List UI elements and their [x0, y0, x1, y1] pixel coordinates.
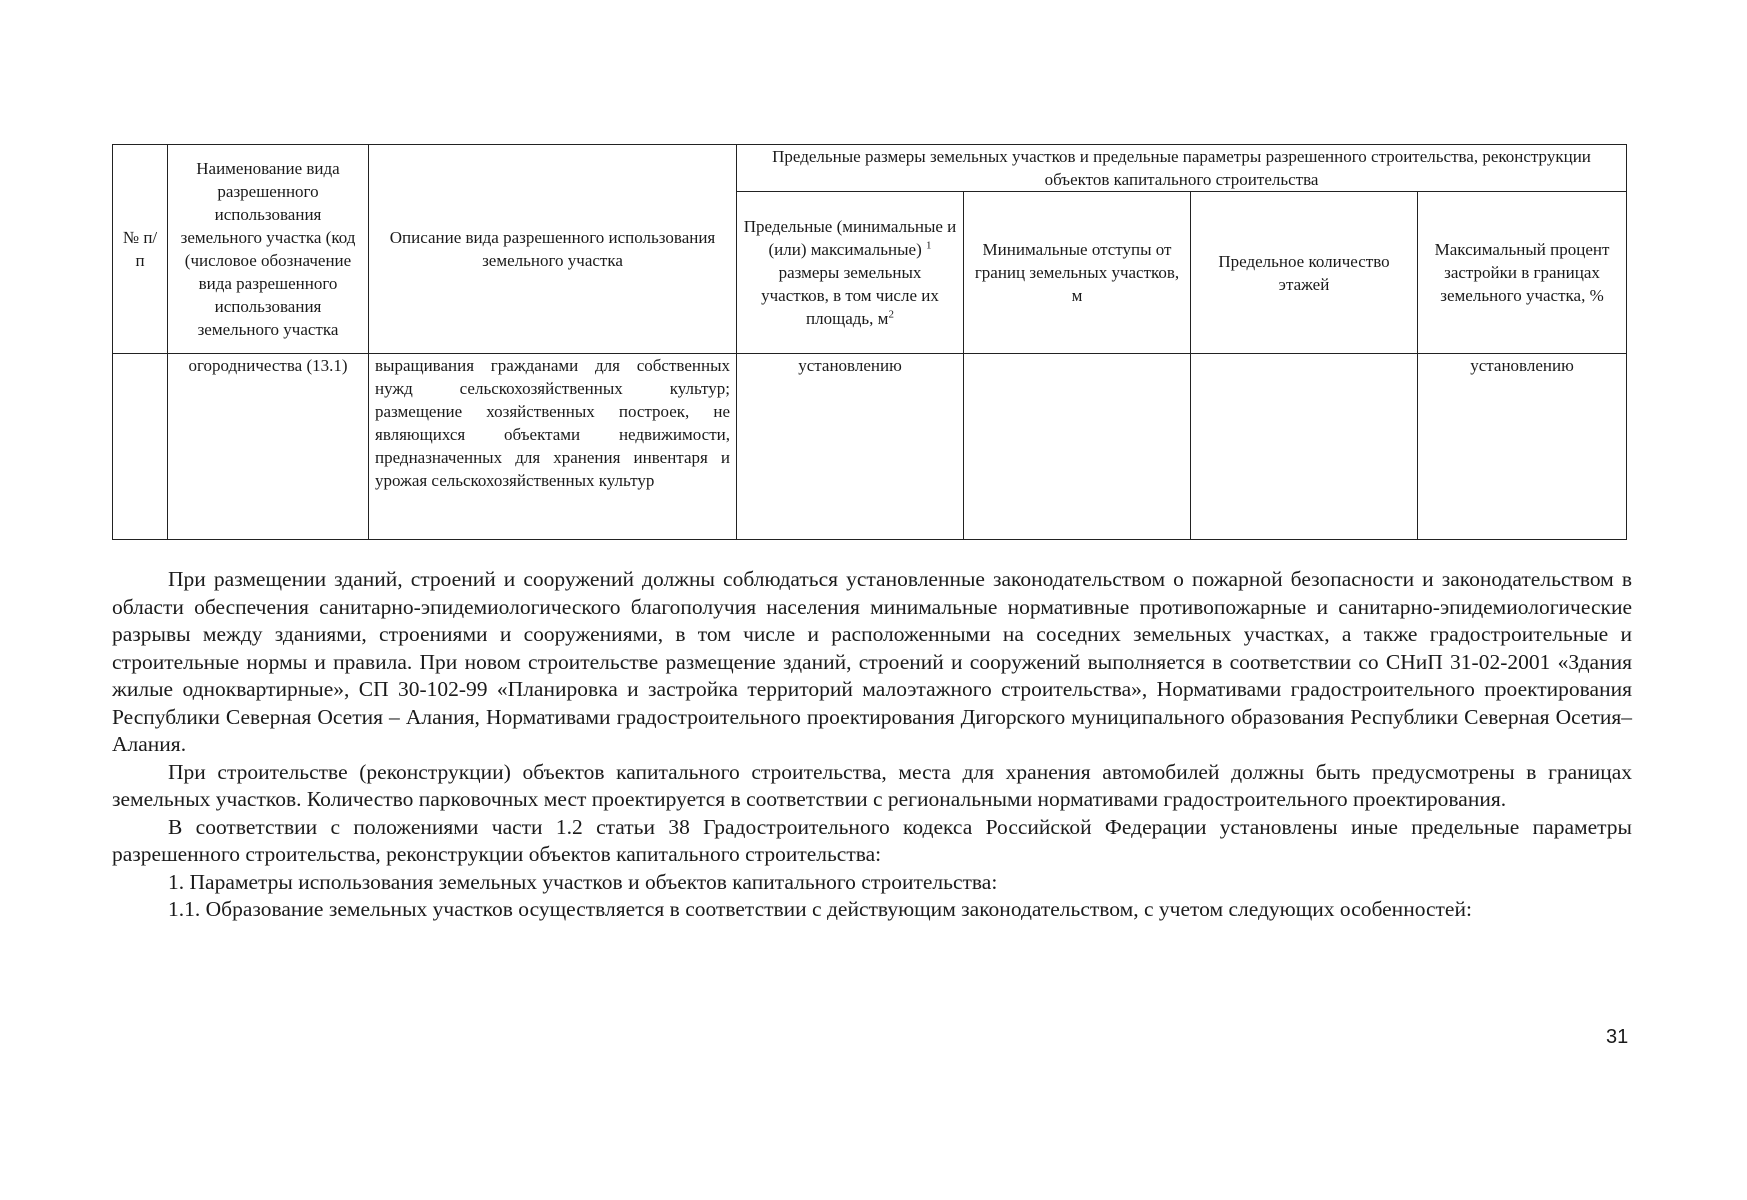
table-header-row: [113, 145, 1627, 192]
cell-floors: [1191, 354, 1418, 540]
cell-coverage: установлению: [1418, 354, 1627, 540]
header-size-unit-sup: 2: [888, 308, 894, 321]
regulations-table-container: [112, 144, 1626, 540]
paragraph: 1.1. Образование земельных участков осуществляется в соответствии с действующим законодательством, с учетом следующих особенностей:: [168, 897, 1472, 921]
header-setback: Минимальные отступы от границ земельных участков, м: [964, 192, 1191, 354]
page-number: 31: [1606, 1026, 1629, 1048]
header-num: № п/п: [113, 145, 168, 354]
header-group: Предельные размеры земельных участков и предельные параметры разрешенного строительства, реконструкции объектов капитального строительства: [737, 145, 1627, 192]
body-text: [112, 566, 1632, 924]
cell-desc: выращивания гражданами для собственных нужд сельскохозяйственных культур; размещение хозяйственных построек, не являющихся объектами недвижимости, предназначенных для хранения инвентаря и урожая сельскохозяйственных культур: [369, 354, 737, 540]
cell-size: установлению: [737, 354, 964, 540]
paragraph: 1. Параметры использования земельных участков и объектов капитального строительства:: [168, 869, 998, 894]
header-size: [737, 192, 964, 354]
header-size-post: размеры земельных участков, в том числе их площадь, м: [761, 263, 939, 328]
cell-name: огородничества (13.1): [168, 354, 369, 540]
paragraph: При размещении зданий, строений и сооружений должны соблюдаться установленные законодательством о пожарной безопасности и законодательством в области обеспечения санитарно-эпидемиологического благополучия населения минимальные нормативные противопожарные и санитарно-эпидемиологические разрывы между зданиями, строениями и сооружениями, в том числе и расположенными на соседних земельных участках, а также градостроительные и строительные нормы и правила. При новом строительстве размещение зданий, строений и сооружений выполняется в соответствии со СНиП 31-02-2001 «Здания жилые одноквартирные», СП 30-102-99 «Планировка и застройка территорий малоэтажного строительства», Нормативами градостроительного проектирования Республики Северная Осетия – Алания, Нормативами градостроительного проектирования Дигорского муниципального образования Республики Северная Осетия–Алания.: [112, 567, 1632, 756]
table-row: [113, 354, 1627, 540]
header-name: Наименование вида разрешенного использования земельного участка (код (числовое обозначение вида разрешенного использования земельного участка: [168, 145, 369, 354]
paragraph: В соответствии с положениями части 1.2 статьи 38 Градостроительного кодекса Российской Федерации установлены иные предельные параметры разрешенного строительства, реконструкции объектов капитального строительства:: [112, 814, 1632, 866]
header-floors: Предельное количество этажей: [1191, 192, 1418, 354]
header-desc: Описание вида разрешенного использования земельного участка: [369, 145, 737, 354]
cell-num: [113, 354, 168, 540]
header-size-sup: 1: [925, 239, 932, 252]
header-coverage: Максимальный процент застройки в границах земельного участка, %: [1418, 192, 1627, 354]
paragraph: При строительстве (реконструкции) объектов капитального строительства, места для хранения автомобилей должны быть предусмотрены в границах земельных участков. Количество парковочных мест проектируется в соответствии с региональными нормативами градостроительного проектирования.: [112, 759, 1632, 811]
header-size-pre: Предельные (минимальные и (или) максимальные): [743, 217, 957, 259]
regulations-table: [112, 144, 1627, 540]
cell-setback: [964, 354, 1191, 540]
